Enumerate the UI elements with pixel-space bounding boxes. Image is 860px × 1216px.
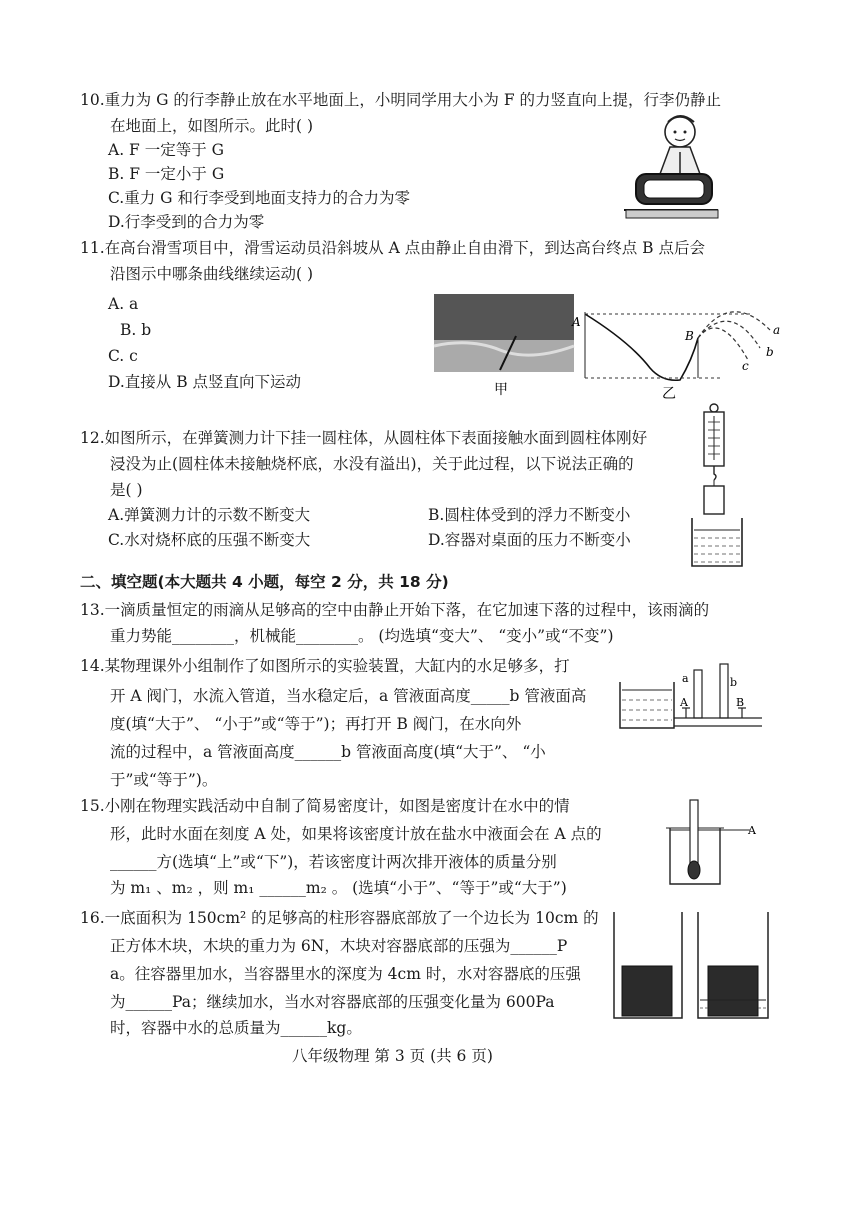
q15-line3: ______方(选填“上”或“下”)，若该密度计两次排开液体的质量分别 <box>110 853 557 871</box>
q10-figure-girl-lifting-luggage <box>620 112 720 228</box>
q11-point-a: A <box>572 315 581 329</box>
q14-line5: 于”或“等于”)。 <box>110 771 218 789</box>
q14-valve-b-label: B <box>736 696 745 709</box>
q10-option-b: B. F 一定小于 G <box>108 165 225 183</box>
q14-figure-tank-pipes <box>614 660 766 732</box>
q14-line1: 14.某物理课外小组制作了如图所示的实验装置，大缸内的水足够多，打 <box>80 657 570 675</box>
q15-line1: 15.小刚在物理实践活动中自制了简易密度计，如图是密度计在水中的情 <box>80 797 570 815</box>
q10-option-a: A. F 一定等于 G <box>108 141 225 159</box>
q14-tube-a-label: a <box>682 672 689 685</box>
q12-stem-line2: 浸没为止(圆柱体未接触烧杯底，水没有溢出)，关于此过程，以下说法正确的 <box>110 455 634 473</box>
q11-stem-line2: 沿图示中哪条曲线继续运动( ) <box>110 265 314 283</box>
q16-line4: 为______Pa；继续加水，当水对容器底部的压强变化量为 600Pa <box>110 993 555 1011</box>
page-footer: 八年级物理 第 3 页 (共 6 页) <box>292 1047 493 1065</box>
q12-option-c: C.水对烧杯底的压强不断变大 <box>108 531 311 549</box>
q15-line2: 形，此时水面在刻度 A 处，如果将该密度计放在盐水中液面会在 A 点的 <box>110 825 602 843</box>
q10-option-c: C.重力 G 和行李受到地面支持力的合力为零 <box>108 189 410 207</box>
q13-line1: 13.一滴质量恒定的雨滴从足够高的空中由静止开始下落，在它加速下落的过程中，该雨滴的 <box>80 601 710 619</box>
q11-point-b: B <box>685 329 694 343</box>
q16-figure-containers-with-block <box>608 910 774 1022</box>
q11-label-jia: 甲 <box>494 382 508 398</box>
q10-option-d: D.行李受到的合力为零 <box>108 213 265 231</box>
q14-line4: 流的过程中，a 管液面高度______b 管液面高度(填“大于”、 “小 <box>110 743 546 761</box>
q14-valve-a-label: A <box>680 696 688 709</box>
section2-title: 二、填空题(本大题共 4 小题，每空 2 分，共 18 分) <box>80 573 449 591</box>
q12-stem-line1: 12.如图所示，在弹簧测力计下挂一圆柱体，从圆柱体下表面接触水面到圆柱体刚好 <box>80 429 648 447</box>
q16-line3: a。往容器里加水，当容器里水的深度为 4cm 时，水对容器底的压强 <box>110 965 581 983</box>
q14-tube-b-label: b <box>730 676 738 689</box>
q11-option-d: D.直接从 B 点竖直向下运动 <box>108 373 302 391</box>
q15-line4: 为 m₁ 、m₂ ，则 m₁ ______m₂ 。 (选填“小于”、“等于”或“大于”) <box>110 879 567 897</box>
q11-figure-ski-jump <box>430 290 790 400</box>
q14-line2: 开 A 阀门，水流入管道，当水稳定后，a 管液面高度_____b 管液面高 <box>110 687 587 705</box>
q11-option-a: A. a <box>108 295 139 313</box>
q10-stem-line1: 10.重力为 G 的行李静止放在水平地面上，小明同学用大小为 F 的力竖直向上提，行李仍静止 <box>80 91 721 109</box>
q11-option-c: C. c <box>108 347 138 365</box>
q11-label-yi: 乙 <box>662 386 676 400</box>
q12-option-d: D.容器对桌面的压力不断变小 <box>428 531 631 549</box>
q12-figure-spring-scale-beaker <box>688 402 748 568</box>
q11-curve-a: a <box>773 323 781 337</box>
q11-curve-c: c <box>742 359 749 373</box>
q16-line2: 正方体木块，木块的重力为 6N，木块对容器底部的压强为______P <box>110 937 568 955</box>
q10-stem-line2: 在地面上，如图所示。此时( ) <box>110 117 314 135</box>
q11-curve-b: b <box>766 345 774 359</box>
q12-option-b: B.圆柱体受到的浮力不断变小 <box>428 506 631 524</box>
q12-stem-line3: 是( ) <box>110 481 143 499</box>
q12-option-a: A.弹簧测力计的示数不断变大 <box>108 506 311 524</box>
q11-stem-line1: 11.在高台滑雪项目中，滑雪运动员沿斜坡从 A 点由静止自由滑下，到达高台终点 B 点后会 <box>80 239 705 257</box>
q15-figure-hydrometer-beaker <box>660 796 764 888</box>
q16-line1: 16.一底面积为 150cm² 的足够高的柱形容器底部放了一个边长为 10cm 的 <box>80 909 599 927</box>
q15-mark-a: A <box>748 824 756 837</box>
q14-line3: 度(填“大于”、 “小于”或“等于”)；再打开 B 阀门，在水向外 <box>110 715 522 733</box>
q13-line2: 重力势能________，机械能________。 (均选填“变大”、 “变小”或“不变”) <box>110 627 614 645</box>
q11-option-b: B. b <box>120 321 152 339</box>
q16-line5: 时，容器中水的总质量为______kg。 <box>110 1019 362 1037</box>
